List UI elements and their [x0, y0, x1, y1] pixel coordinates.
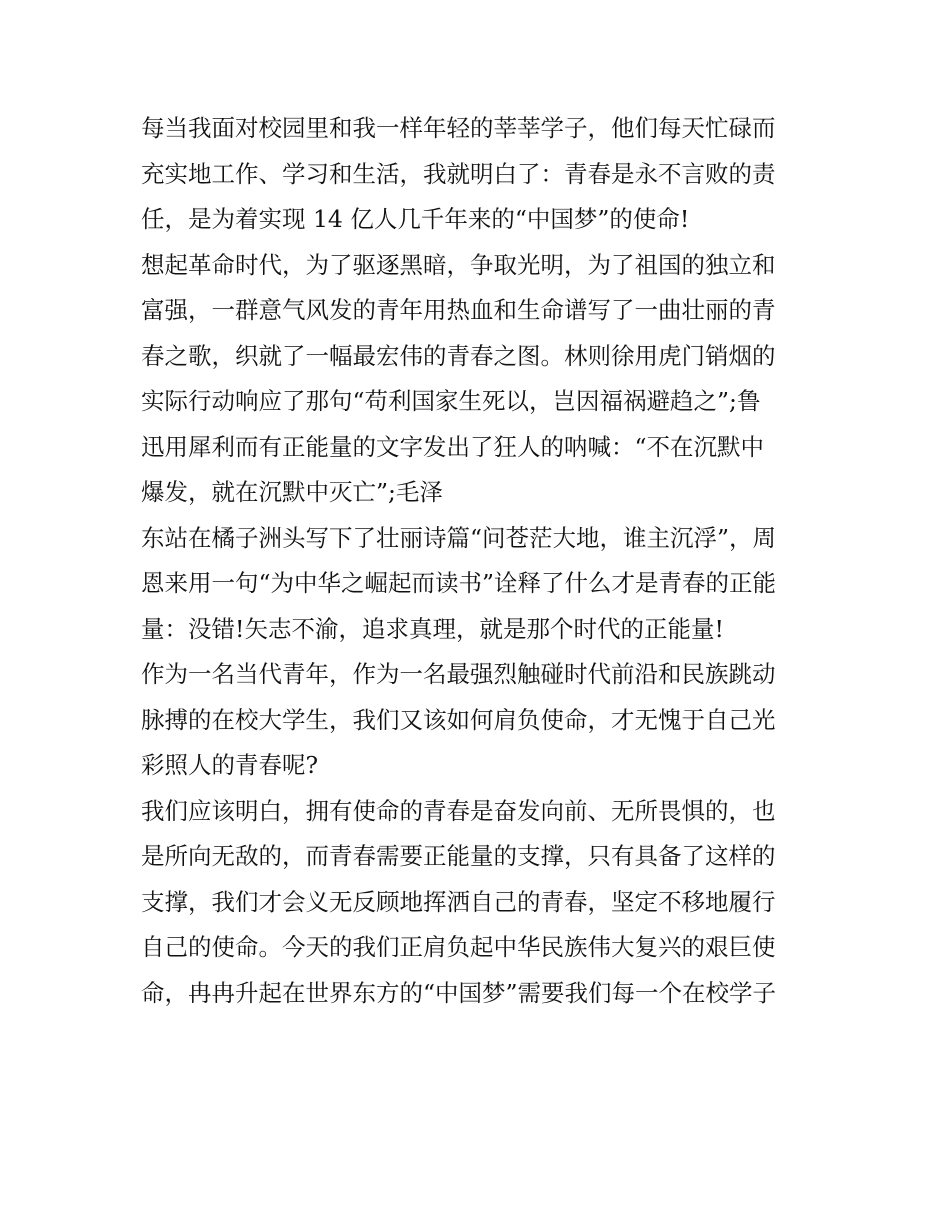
text-line: 充实地工作、学习和生活，我就明白了：青春是永不言败的责	[141, 159, 776, 188]
text-line: 迅用犀利而有正能量的文字发出了狂人的呐喊：“不在沉默中	[141, 432, 765, 461]
text-line: 爆发，就在沉默中灭亡”;毛泽	[141, 478, 443, 506]
text-line: 每当我面对校园里和我一样年轻的莘莘学子，他们每天忙碌而	[141, 114, 776, 142]
text-line: 脉搏的在校大学生，我们又该如何肩负使命，才无愧于自己光	[141, 705, 776, 734]
text-line: 彩照人的青春呢?	[141, 751, 319, 779]
text-line: 东站在橘子洲头写下了壮丽诗篇“问苍茫大地，谁主沉浮”，周	[141, 523, 777, 552]
text-line: 支撑，我们才会义无反顾地挥洒自己的青春，坚定不移地履行	[141, 887, 776, 916]
text-line: 想起革命时代，为了驱逐黑暗，争取光明，为了祖国的独立和	[141, 250, 776, 279]
text-line: 自己的使命。今天的我们正肩负起中华民族伟大复兴的艰巨使	[141, 933, 776, 961]
text-line: 命，冉冉升起在世界东方的“中国梦”需要我们每一个在校学子	[141, 978, 777, 1007]
text-line: 作为一名当代青年，作为一名最强烈触碰时代前沿和民族跳动	[141, 660, 776, 688]
text-line: 富强，一群意气风发的青年用热血和生命谱写了一曲壮丽的青	[141, 296, 776, 324]
text-line: 是所向无敌的，而青春需要正能量的支撑，只有具备了这样的	[141, 842, 776, 870]
body-text	[141, 106, 821, 1016]
text-line: 实际行动响应了那句“苟利国家生死以，岂因福祸避趋之”;鲁	[141, 387, 761, 415]
text-line: 量：没错!矢志不渝，追求真理，就是那个时代的正能量!	[141, 614, 724, 643]
text-line: 春之歌，织就了一幅最宏伟的青春之图。林则徐用虎门销烟的	[141, 341, 776, 370]
text-line: 任，是为着实现 14 亿人几千年来的“中国梦”的使命!	[141, 205, 690, 233]
text-line: 恩来用一句“为中华之崛起而读书”诠释了什么才是青春的正能	[141, 569, 777, 597]
text-line: 我们应该明白，拥有使命的青春是奋发向前、无所畏惧的，也	[141, 796, 776, 825]
